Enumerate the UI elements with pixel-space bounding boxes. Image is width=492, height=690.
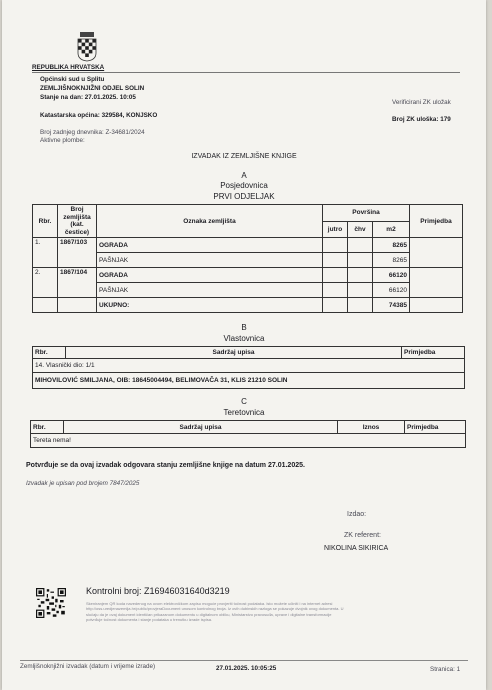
folio-number: Broj ZK uloška: 179 [392, 116, 451, 123]
table-row [33, 268, 463, 283]
col-rbr: Rbr. [33, 205, 58, 238]
coat-of-arms-icon [76, 32, 98, 62]
control-note-line: Skeniranjem QR koda navedenog na ovom elektroničkom zapisu moguće provjeriti točnost podataka. Isto možete učiniti i na internet adresi [86, 601, 333, 606]
col-jutro: jutro [323, 221, 348, 238]
table-row [33, 238, 463, 253]
page-number: Stranica: 1 [430, 666, 461, 673]
row-designation: PAŠNJAK [97, 253, 323, 268]
table-row [33, 373, 465, 389]
country-name: REPUBLIKA HRVATSKA [32, 64, 105, 71]
owner-entry: MIHOVILOVIĆ SMILJANA, OIB: 18645004494, BELIMOVAČA 31, KLIS 21210 SOLIN [33, 373, 465, 389]
cadastral-municipality: Katastarska općina: 329584, KONJSKO [40, 112, 158, 119]
section-b-letter: B [241, 323, 247, 332]
control-note-line: slučaju da je ovaj dokument identičan prikazanom dokumentu u digitalnom obliku, Ministarstvo pravosuđa, uprave i digitalne transformacije [86, 611, 332, 617]
encumbrance-table [30, 420, 466, 448]
section-a-title: Posjedovnica [220, 181, 268, 190]
footer-date: 27.01.2025. 10:05:25 [216, 665, 277, 672]
row-rbr: 1. [33, 238, 58, 268]
section-c-letter: C [241, 397, 247, 406]
row-m2: 66120 [373, 283, 410, 298]
section-c-title: Teretovnica [223, 408, 265, 417]
court-name: Općinski sud u Splitu [40, 76, 105, 83]
state-date: Stanje na dan: 27.01.2025. 10:05 [40, 94, 136, 101]
control-note-line: http://oss.uredjenazemlja.hr/public/provjeraDocument unosom kontrolnog broja. Iz ovih dubinskih razloga se pokazuje dvojnik ovog dokumenta. U [86, 606, 344, 612]
col-remark: Primjedba [410, 205, 463, 238]
encumbrance-entry: Tereta nema! [31, 434, 466, 448]
total-label: UKUPNO: [97, 298, 323, 313]
footer-label: Zemljišnoknjižni izvadak (datum i vrijeme izrade) [20, 663, 156, 670]
total-value: 74385 [373, 298, 410, 313]
table-row [33, 283, 463, 298]
control-note [86, 601, 343, 622]
col-rbr: Rbr. [31, 421, 64, 434]
table-row [33, 253, 463, 268]
referent-name: NIKOLINA SIKIRICA [324, 545, 389, 552]
col-area: Površina [323, 205, 410, 222]
col-rbr: Rbr. [33, 347, 66, 359]
table-row [31, 434, 466, 448]
row-rbr: 2. [33, 268, 58, 298]
row-parcel: 1867/104 [58, 268, 97, 298]
control-number: Kontrolni broj: Z16946031640d3219 [86, 586, 230, 596]
control-note-line: potvrđuje točnost dokumenta i stanje podataka u trenutku izrade ispisa. [86, 616, 213, 622]
footer-divider [20, 660, 468, 661]
active-notes: Aktivne plombe: [40, 137, 85, 144]
col-remark: Primjedba [402, 347, 465, 359]
section-b-title: Vlastovnica [223, 334, 265, 343]
section-a-subtitle: PRVI ODJELJAK [213, 192, 275, 201]
department-name: ZEMLJIŠNOKNJIŽNI ODJEL SOLIN [40, 85, 145, 92]
verified-label: Verificirani ZK uložak [392, 99, 451, 106]
col-content: Sadržaj upisa [66, 347, 402, 359]
table-row [33, 359, 465, 373]
confirmation-text: Potvrđuje se da ovaj izvadak odgovara stanju zemljišne knjige na datum 27.01.2025. [26, 462, 305, 469]
row-designation: OGRADA [97, 268, 323, 283]
col-amount: Iznos [338, 421, 405, 434]
col-content: Sadržaj upisa [64, 421, 338, 434]
ownership-table [32, 346, 465, 389]
row-designation: PAŠNJAK [97, 283, 323, 298]
row-m2: 66120 [373, 268, 410, 283]
col-remark: Primjedba [405, 421, 466, 434]
total-row [33, 298, 463, 313]
issued-by-label: Izdao: [347, 511, 367, 518]
ownership-share: 14. Vlasnički dio: 1/1 [33, 359, 465, 373]
col-land-designation: Oznaka zemljišta [97, 205, 323, 238]
document-page [2, 0, 486, 690]
header-divider [32, 72, 460, 73]
last-diary-number: Broj zadnjeg dnevnika: Z-34681/2024 [40, 129, 145, 136]
col-m2: m2 [373, 221, 410, 238]
col-chv: čhv [348, 221, 373, 238]
section-a-letter: A [241, 171, 247, 180]
row-m2: 8265 [373, 238, 410, 253]
issued-under: Izvadak je upisan pod brojem 7847/2025 [26, 480, 140, 487]
qr-code [36, 588, 66, 618]
referent-label: ZK referent: [344, 532, 381, 539]
row-m2: 8265 [373, 253, 410, 268]
row-designation: OGRADA [97, 238, 323, 253]
row-parcel: 1867/103 [58, 238, 97, 268]
document-title: IZVADAK IZ ZEMLJIŠNE KNJIGE [191, 153, 297, 160]
col-parcel-number: Broj zemljišta (kat. čestice) [58, 205, 97, 238]
possession-table [32, 204, 463, 313]
